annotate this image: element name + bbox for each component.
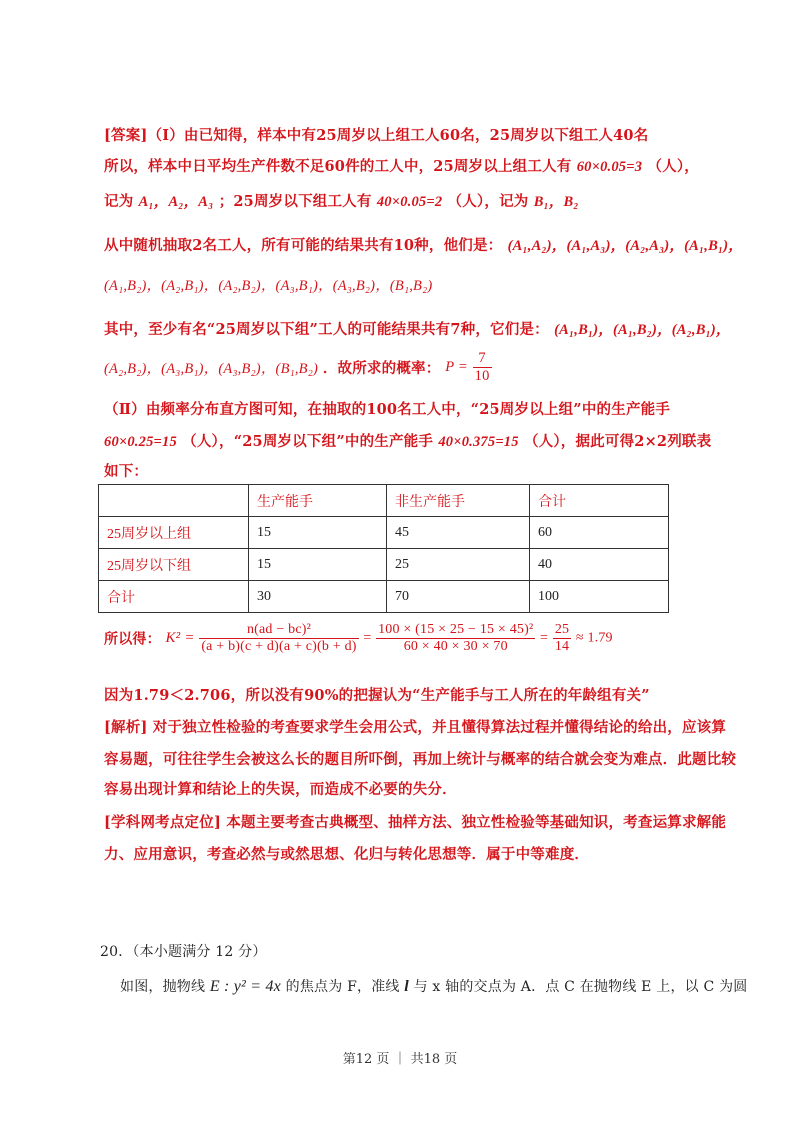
answer-line-3-math-3: B₁，B₂	[533, 194, 579, 210]
table-cell: 70	[387, 581, 530, 613]
table-cell: 15	[249, 517, 387, 549]
table-row	[99, 517, 669, 549]
answer-line-9-text: （人），“25周岁以下组”中的生产能手	[182, 433, 434, 450]
conclusion-line: 因为1.79＜2.706，所以没有90%的把握认为“生产能手与工人所在的年龄组有关”	[104, 687, 650, 704]
table-cell: 30	[249, 581, 387, 613]
answer-line-6-math: (A₁,B₁)，(A₁,B₂)，(A₂,B₁)，	[554, 322, 731, 338]
formula-fraction-2-den: 60 × 40 × 30 × 70	[376, 638, 535, 655]
probability-numerator: 7	[478, 350, 486, 366]
formula-fraction-2	[376, 622, 535, 655]
question-body-text-2: 的焦点为 F，准线	[285, 979, 400, 995]
contingency-table	[98, 484, 669, 613]
table-header-row	[99, 485, 669, 517]
answer-line-5-math: (A₁,B₂)，(A₂,B₁)，(A₂,B₂)，(A₃,B₁)，(A₃,B₂)，(B₁,B₂)	[104, 278, 433, 294]
formula-fraction-3	[553, 622, 571, 655]
table-cell: 25	[387, 549, 530, 581]
table-cell: 15	[249, 549, 387, 581]
table-row	[99, 581, 669, 613]
answer-line-1: [答案]（Ⅰ）由已知得，样本中有25周岁以上组工人60名，25周岁以下组工人40名	[104, 127, 649, 144]
answer-line-3-math-2: 40×0.05=2	[376, 194, 443, 210]
table-cell: 100	[530, 581, 669, 613]
answer-line-2-tail: （人），	[647, 158, 699, 175]
probability-denominator: 10	[474, 368, 490, 384]
table-row	[99, 549, 669, 581]
analysis-line-1: [解析] 对于独立性检验的考查要求学生会用公式，并且懂得算法过程并懂得结论的给出，应该算	[104, 719, 727, 736]
answer-line-3	[104, 190, 579, 211]
answer-line-6-text: 其中，至少有名“25周岁以下组”工人的可能结果共有7种，它们是：	[104, 321, 549, 338]
formula-fraction-1	[199, 622, 358, 655]
answer-line-7-math: (A₂,B₂)，(A₃,B₁)，(A₃,B₂)，(B₁,B₂)	[104, 361, 319, 377]
answer-line-2-text: 所以，样本中日平均生产件数不足60件的工人中，25周岁以上组工人有	[104, 158, 572, 175]
answer-line-7-text: ．故所求的概率：	[322, 360, 441, 377]
question-body-text-3: 与 x 轴的交点为 A．点 C 在抛物线 E 上，以 C 为圆	[413, 979, 748, 995]
answer-line-3-text: 记为	[104, 193, 134, 210]
table-cell: 60	[530, 517, 669, 549]
table-header-cell: 生产能手	[249, 485, 387, 517]
formula-approx: ≈ 1.79	[575, 630, 613, 646]
answer-line-8: （Ⅱ）由频率分布直方图可知，在抽取的100名工人中，“25周岁以上组”中的生产能手	[104, 401, 671, 418]
answer-line-4-math: (A₁,A₂)，(A₁,A₃)，(A₂,A₃)，(A₁,B₁)，	[507, 238, 743, 254]
answer-line-9-math-2: 40×0.375=15	[438, 434, 519, 450]
table-cell: 合计	[99, 581, 249, 613]
question-body-l: l	[404, 978, 409, 995]
table-header-cell: 合计	[530, 485, 669, 517]
table-cell: 40	[530, 549, 669, 581]
answer-line-9-math: 60×0.25=15	[104, 434, 177, 450]
formula-fraction-3-num: 25	[554, 622, 570, 637]
answer-line-3-text-2: ；25周岁以下组工人有	[218, 193, 372, 210]
formula-fraction-2-num: 100 × (15 × 25 − 15 × 45)²	[378, 622, 534, 637]
answer-line-3-math: A₁，A₂，A₃	[138, 194, 214, 210]
chi-square-formula	[104, 622, 613, 655]
answer-line-6	[104, 318, 731, 339]
answer-line-4	[104, 234, 743, 255]
question-body-text: 如图，抛物线	[120, 979, 206, 995]
table-cell: 25周岁以下组	[99, 549, 249, 581]
answer-line-4-text: 从中随机抽取2名工人，所有可能的结果共有10种，他们是：	[104, 237, 503, 254]
probability-fraction	[473, 350, 492, 385]
table-header-cell	[99, 485, 249, 517]
probability-symbol: P =	[445, 359, 468, 375]
table-cell: 25周岁以上组	[99, 517, 249, 549]
analysis-line-3: 容易出现计算和结论上的失误，而造成不必要的失分．	[104, 781, 457, 798]
formula-equals-1: =	[363, 630, 372, 646]
answer-line-5	[104, 274, 432, 295]
table-cell: 45	[387, 517, 530, 549]
formula-fraction-1-den: (a + b)(c + d)(a + c)(b + d)	[201, 639, 357, 654]
exam-point-line-2: 力、应用意识，考查必然与或然思想、化归与转化思想等．属于中等难度．	[104, 846, 590, 863]
table-header-cell: 非生产能手	[387, 485, 530, 517]
formula-lead: 所以得：	[104, 631, 161, 648]
answer-line-9-text-2: （人），据此可得2×2列联表	[523, 433, 712, 450]
answer-line-3-text-3: （人），记为	[447, 193, 529, 210]
formula-fraction-1-num: n(ad − bc)²	[246, 622, 311, 637]
answer-line-9	[104, 430, 711, 451]
analysis-line-2: 容易题，可往往学生会被这么长的题目所吓倒，再加上统计与概率的结合就会变为难点．此题比较	[104, 751, 737, 768]
answer-line-10: 如下：	[104, 463, 149, 480]
question-title: 20．（本小题满分 12 分）	[100, 944, 267, 960]
answer-line-2	[104, 155, 699, 176]
formula-equals-2: =	[540, 630, 549, 646]
exam-point-line-1: [学科网考点定位] 本题主要考查古典概型、抽样方法、独立性检验等基础知识，考查运算求解能	[104, 814, 727, 831]
question-body	[120, 976, 747, 996]
answer-line-7	[104, 350, 492, 385]
page-footer: 第12 页 ｜ 共18 页	[342, 1052, 458, 1067]
formula-k2: K² =	[165, 630, 195, 646]
formula-fraction-3-den: 14	[554, 639, 570, 654]
answer-line-2-math: 60×0.05=3	[576, 159, 643, 175]
question-body-math: E : y² = 4x	[209, 978, 281, 995]
